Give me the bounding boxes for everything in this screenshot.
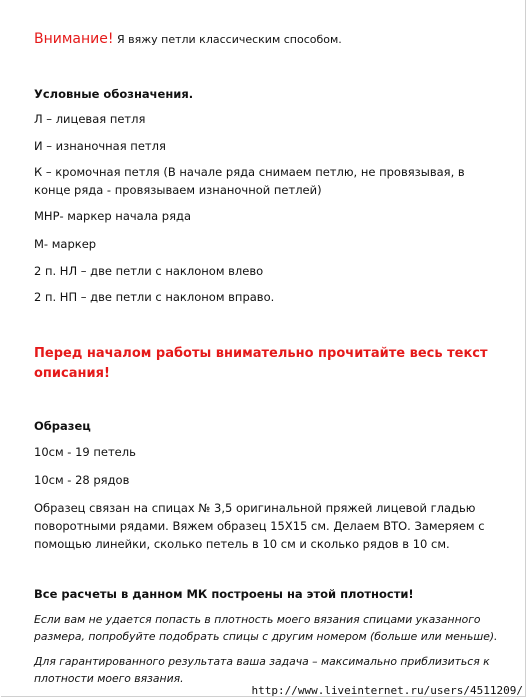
legend-item-marker: М- маркер <box>34 237 97 251</box>
sample-title: Образец <box>34 419 91 433</box>
gauge-note-1: Если вам не удается попасть в плотность моего вязания спицами указанного размера, попробуйте подобрать спицы с другим номером (больше или меньше). <box>34 613 498 643</box>
legend-item-right-decrease: 2 п. НП – две петли с наклоном вправо. <box>34 290 275 304</box>
sample-rows: 10см - 28 рядов <box>34 473 130 487</box>
gauge-note-2: Для гарантированного результата ваша задача – максимально приблизиться к плотности моего вязания. <box>34 655 490 685</box>
warning-text: Перед началом работы внимательно прочитайте весь текст описания! <box>34 346 488 381</box>
legend-item-edge: К – кромочная петля (В начале ряда снимаем петлю, не провязывая, в конце ряда - провязываем изнаночной петлей) <box>34 165 465 197</box>
attention-word: Внимание! <box>34 31 114 47</box>
sample-description: Образец связан на спицах № 3,5 оригинальной пряжей лицевой гладью поворотными рядами. Вяжем образец 15Х15 см. Делаем ВТО. Замеряем с помощью линейки, сколько петель в 10 см и сколько рядов в 10 см. <box>34 501 485 551</box>
sample-stitches: 10см - 19 петель <box>34 445 136 459</box>
legend-item-purl: И – изнаночная петля <box>34 139 166 153</box>
attention-text: Я вяжу петли классическим способом. <box>113 33 342 46</box>
legend-item-knit: Л – лицевая петля <box>34 112 146 126</box>
legend-item-left-decrease: 2 п. НЛ – две петли с наклоном влево <box>34 264 264 278</box>
watermark-url: http://www.liveinternet.ru/users/4511209/ <box>251 684 523 697</box>
legend-item-start-marker: МНР- маркер начала ряда <box>34 209 191 223</box>
gauge-title: Все расчеты в данном МК построены на этой плотности! <box>34 587 414 601</box>
legend-title: Условные обозначения. <box>34 87 194 101</box>
attention-line <box>34 32 342 47</box>
